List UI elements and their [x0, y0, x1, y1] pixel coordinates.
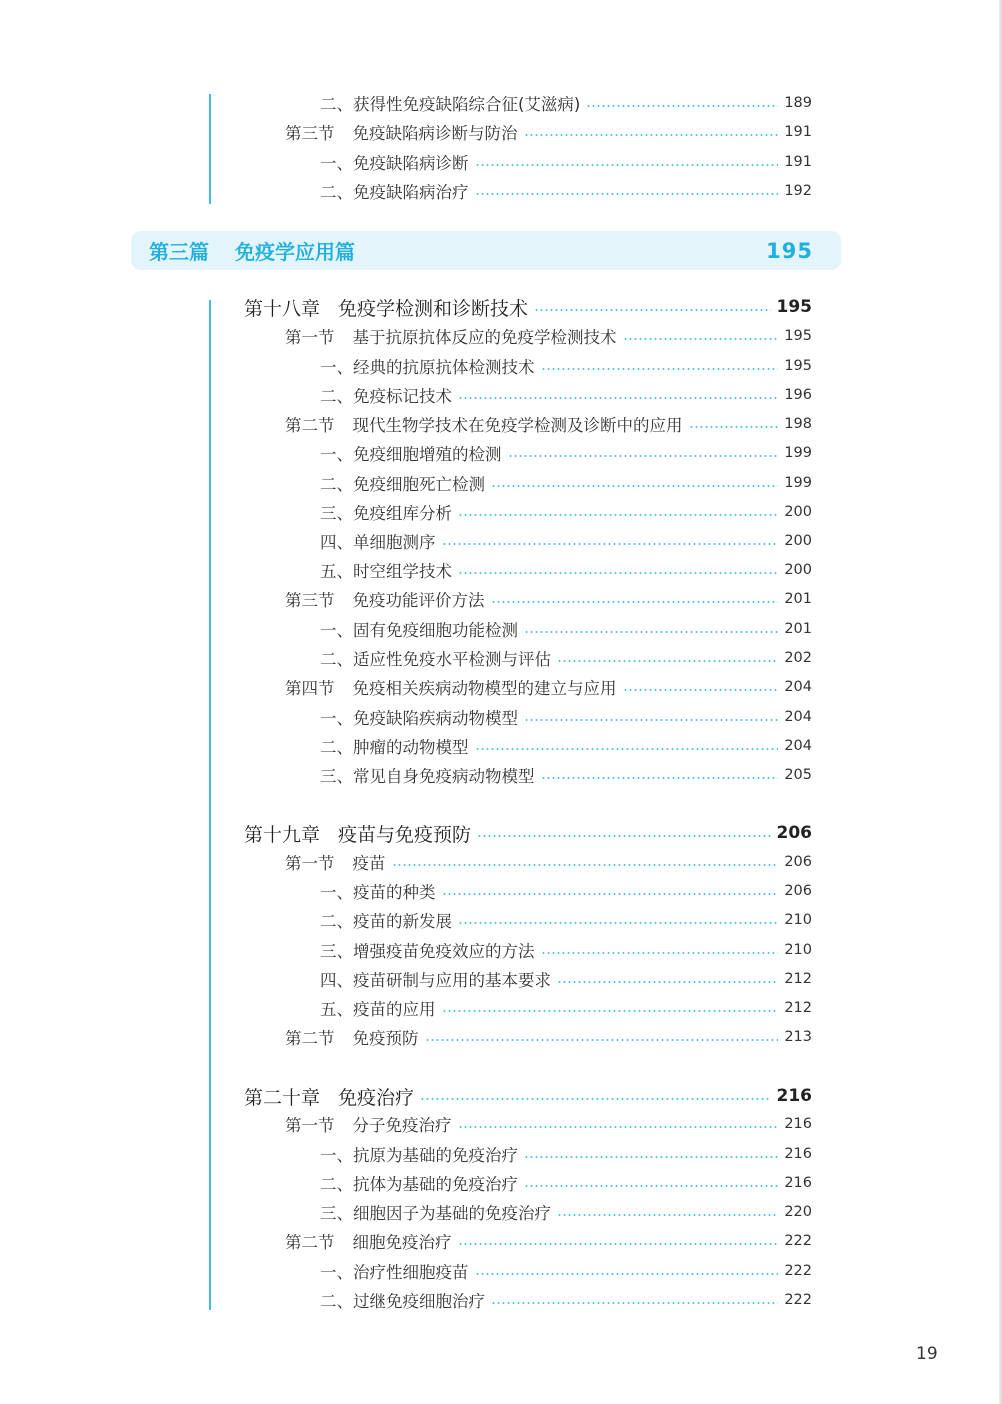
toc-entry-page: 196 — [784, 387, 812, 403]
part-number: 第三篇 — [149, 240, 209, 264]
toc-entry-page: 220 — [784, 1204, 812, 1220]
toc-section-label: 分子免疫治疗 — [352, 1116, 452, 1135]
toc-entry[interactable] — [320, 382, 812, 408]
toc-section-label: 疫苗 — [352, 854, 386, 873]
toc-entry-label: 二、免疫标记技术 — [320, 387, 452, 406]
toc-section[interactable] — [285, 586, 812, 612]
toc-chapter[interactable] — [244, 294, 812, 320]
toc-entry-label: 三、细胞因子为基础的免疫治疗 — [320, 1204, 551, 1223]
toc-chapter-title: 疫苗与免疫预防 — [338, 823, 472, 846]
toc-entry-page: 206 — [784, 883, 812, 899]
part-page: 195 — [766, 238, 813, 263]
toc-section-page: 191 — [784, 124, 812, 140]
toc-entry-page: 199 — [784, 475, 812, 491]
toc-section-label: 免疫功能评价方法 — [352, 591, 485, 610]
toc-entry[interactable] — [320, 440, 812, 466]
toc-entry-label: 一、固有免疫细胞功能检测 — [320, 621, 518, 640]
toc-entry-label: 三、增强疫苗免疫效应的方法 — [320, 942, 535, 961]
leader-dots — [475, 748, 779, 750]
toc-entry-page: 216 — [784, 1175, 812, 1191]
toc-section-page: 213 — [784, 1029, 812, 1045]
toc-chapter-number: 第二十章 — [244, 1086, 321, 1109]
leader-dots — [491, 485, 778, 487]
toc-entry[interactable] — [320, 528, 812, 554]
toc-section-number: 第二节 — [285, 1029, 335, 1048]
toc-section-number: 第四节 — [285, 679, 335, 698]
toc-entry[interactable] — [320, 1258, 812, 1284]
toc-entry[interactable] — [320, 1141, 812, 1167]
toc-entry-page: 212 — [784, 1000, 812, 1016]
toc-entry-label: 三、免疫组库分析 — [320, 504, 452, 523]
toc-entry[interactable] — [320, 90, 812, 116]
toc-entry-label: 四、疫苗研制与应用的基本要求 — [320, 971, 551, 990]
toc-chapter[interactable] — [244, 1083, 812, 1109]
toc-chapter[interactable] — [244, 820, 812, 846]
toc-entry[interactable] — [320, 878, 812, 904]
leader-dots — [557, 660, 778, 662]
toc-section[interactable] — [285, 674, 812, 700]
toc-entry-page: 216 — [784, 1146, 812, 1162]
toc-entry[interactable] — [320, 645, 812, 671]
toc-entry[interactable] — [320, 470, 812, 496]
toc-entry-label: 二、获得性免疫缺陷综合征(艾滋病) — [320, 95, 581, 114]
toc-entry[interactable] — [320, 178, 812, 204]
toc-section-page: 195 — [784, 328, 812, 344]
leader-dots — [557, 981, 778, 983]
toc-chapter-title: 免疫学检测和诊断技术 — [338, 297, 529, 320]
toc-chapter-page: 195 — [776, 297, 812, 317]
toc-section-number: 第二节 — [285, 1233, 335, 1252]
leader-dots — [524, 719, 778, 721]
toc-chapter-page: 216 — [776, 1086, 812, 1106]
toc-section-label: 基于抗原抗体反应的免疫学检测技术 — [352, 328, 617, 347]
leader-dots — [475, 164, 779, 166]
toc-entry-label: 一、治疗性细胞疫苗 — [320, 1263, 469, 1282]
toc-entry-page: 191 — [784, 154, 812, 170]
toc-section-number: 第一节 — [285, 1116, 335, 1135]
toc-section[interactable] — [285, 323, 812, 349]
toc-entry[interactable] — [320, 762, 812, 788]
leader-dots — [442, 1010, 779, 1012]
toc-entry-label: 一、免疫缺陷疾病动物模型 — [320, 709, 518, 728]
toc-entry-page: 210 — [784, 942, 812, 958]
toc-entry[interactable] — [320, 149, 812, 175]
leader-dots — [458, 922, 778, 924]
leader-dots — [524, 1185, 778, 1187]
toc-entry-page: 200 — [784, 562, 812, 578]
toc-chapter-page: 206 — [776, 823, 812, 843]
leader-dots — [524, 631, 778, 633]
leader-dots — [541, 952, 779, 954]
leader-dots — [524, 134, 779, 136]
toc-entry-page: 222 — [784, 1292, 812, 1308]
toc-section-label: 免疫预防 — [352, 1029, 419, 1048]
leader-dots — [442, 893, 779, 895]
toc-entry-label: 五、时空组学技术 — [320, 562, 452, 581]
toc-entry-label: 二、疫苗的新发展 — [320, 912, 452, 931]
toc-entry-label: 二、免疫缺陷病治疗 — [320, 183, 469, 202]
leader-dots — [458, 397, 778, 399]
toc-section-page: 201 — [784, 591, 812, 607]
toc-entry[interactable] — [320, 937, 812, 963]
toc-entry-page: 204 — [784, 709, 812, 725]
toc-section-number: 第三节 — [285, 591, 335, 610]
toc-entry-page: 200 — [784, 504, 812, 520]
toc-section[interactable] — [285, 849, 812, 875]
toc-section[interactable] — [285, 1228, 812, 1254]
leader-dots — [541, 368, 779, 370]
leader-dots — [420, 1098, 770, 1100]
toc-entry-label: 二、过继免疫细胞治疗 — [320, 1292, 485, 1311]
toc-section-label: 免疫相关疾病动物模型的建立与应用 — [352, 679, 617, 698]
toc-section-label: 现代生物学技术在免疫学检测及诊断中的应用 — [352, 416, 683, 435]
toc-section-number: 第一节 — [285, 854, 335, 873]
toc-entry[interactable] — [320, 704, 812, 730]
leader-dots — [524, 1156, 778, 1158]
toc-section-label: 免疫缺陷病诊断与防治 — [352, 124, 518, 143]
leader-dots — [508, 455, 779, 457]
leader-dots — [458, 572, 778, 574]
leader-dots — [477, 835, 770, 837]
toc-entry-label: 四、单细胞测序 — [320, 533, 436, 552]
toc-entry-label: 二、适应性免疫水平检测与评估 — [320, 650, 551, 669]
toc-entry-page: 195 — [784, 358, 812, 374]
toc-section-label: 细胞免疫治疗 — [352, 1233, 452, 1252]
toc-section-page: 216 — [784, 1116, 812, 1132]
part-title: 免疫学应用篇 — [235, 240, 355, 264]
toc-entry[interactable] — [320, 966, 812, 992]
leader-dots — [475, 1273, 779, 1275]
leader-dots — [689, 426, 779, 428]
toc-entry-label: 一、抗原为基础的免疫治疗 — [320, 1146, 518, 1165]
toc-chapter-number: 第十八章 — [244, 297, 321, 320]
toc-entry-label: 一、经典的抗原抗体检测技术 — [320, 358, 535, 377]
leader-dots — [442, 543, 779, 545]
toc-entry-label: 一、免疫缺陷病诊断 — [320, 154, 469, 173]
toc-entry-label: 三、常见自身免疫病动物模型 — [320, 767, 535, 786]
toc-entry-label: 二、免疫细胞死亡检测 — [320, 475, 485, 494]
toc-entry-page: 210 — [784, 912, 812, 928]
toc-entry-page: 222 — [784, 1263, 812, 1279]
toc-entry[interactable] — [320, 995, 812, 1021]
leader-dots — [557, 1214, 778, 1216]
leader-dots — [458, 1126, 779, 1128]
toc-entry-page: 200 — [784, 533, 812, 549]
toc-entry[interactable] — [320, 557, 812, 583]
toc-accent-bar-main — [209, 300, 211, 1310]
toc-entry-page: 202 — [784, 650, 812, 666]
leader-dots — [534, 309, 770, 311]
toc-section-page: 222 — [784, 1233, 812, 1249]
toc-entry-page: 212 — [784, 971, 812, 987]
leader-dots — [475, 193, 779, 195]
toc-chapter-title: 免疫治疗 — [338, 1086, 415, 1109]
toc-entry-label: 一、疫苗的种类 — [320, 883, 436, 902]
toc-entry-page: 192 — [784, 183, 812, 199]
toc-section-page: 204 — [784, 679, 812, 695]
toc-section-page: 206 — [784, 854, 812, 870]
toc-entry[interactable] — [320, 1199, 812, 1225]
toc-entry-page: 204 — [784, 738, 812, 754]
toc-entry-label: 五、疫苗的应用 — [320, 1000, 436, 1019]
toc-entry-label: 二、抗体为基础的免疫治疗 — [320, 1175, 518, 1194]
toc-section[interactable] — [285, 1024, 812, 1050]
leader-dots — [586, 105, 778, 107]
toc-entry[interactable] — [320, 353, 812, 379]
toc-section-number: 第二节 — [285, 416, 335, 435]
page-number: 19 — [916, 1344, 938, 1364]
leader-dots — [425, 1039, 779, 1041]
leader-dots — [458, 1243, 779, 1245]
toc-entry[interactable] — [320, 907, 812, 933]
toc-section[interactable] — [285, 119, 812, 145]
toc-section[interactable] — [285, 411, 812, 437]
leader-dots — [491, 601, 779, 603]
toc-section-page: 198 — [784, 416, 812, 432]
leader-dots — [623, 689, 779, 691]
toc-entry-label: 二、肿瘤的动物模型 — [320, 738, 469, 757]
toc-entry[interactable] — [320, 616, 812, 642]
leader-dots — [458, 514, 778, 516]
toc-entry-page: 201 — [784, 621, 812, 637]
toc-section-number: 第一节 — [285, 328, 335, 347]
toc-entry-label: 一、免疫细胞增殖的检测 — [320, 445, 502, 464]
leader-dots — [541, 777, 779, 779]
toc-entry[interactable] — [320, 1170, 812, 1196]
toc-entry[interactable] — [320, 499, 812, 525]
toc-section-number: 第三节 — [285, 124, 335, 143]
leader-dots — [491, 1302, 778, 1304]
part-banner[interactable] — [131, 231, 841, 270]
toc-entry-page: 199 — [784, 445, 812, 461]
leader-dots — [392, 864, 779, 866]
toc-entry-page: 205 — [784, 767, 812, 783]
toc-section[interactable] — [285, 1111, 812, 1137]
toc-entry[interactable] — [320, 1287, 812, 1313]
leader-dots — [623, 338, 779, 340]
toc-accent-bar-top — [209, 94, 211, 204]
toc-entry-page: 189 — [784, 95, 812, 111]
toc-entry[interactable] — [320, 733, 812, 759]
toc-chapter-number: 第十九章 — [244, 823, 321, 846]
